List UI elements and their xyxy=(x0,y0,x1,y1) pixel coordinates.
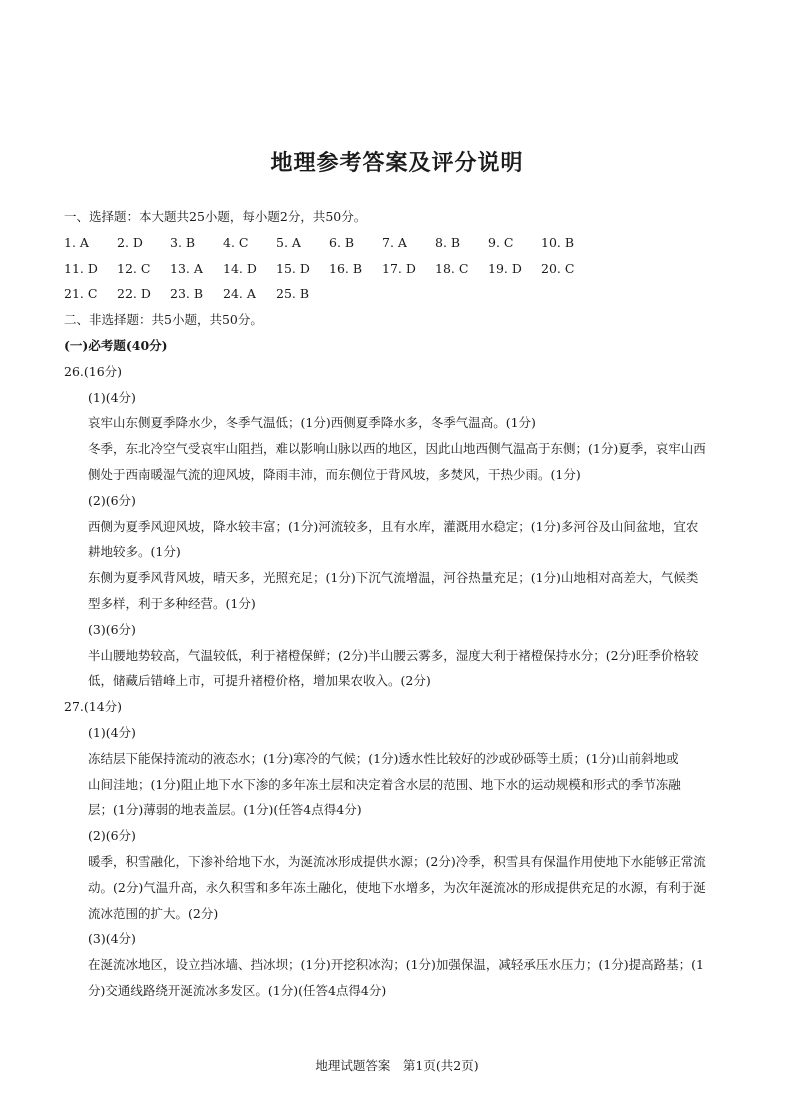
q26-part3-label: (3)(6分) xyxy=(88,621,136,637)
q27-part3-label: (3)(4分) xyxy=(88,931,136,947)
paragraph-line: 耕地较多。(1分) xyxy=(88,544,181,560)
q26-label: 26.(16分) xyxy=(64,363,123,379)
q26-part3-answer-a xyxy=(64,643,744,695)
q26-part1-label: (1)(4分) xyxy=(88,389,136,405)
q26-part2-answer-b xyxy=(64,565,744,617)
paragraph-line: 低，储藏后错峰上市，可提升褚橙价格，增加果农收入。(2分) xyxy=(88,673,431,689)
answer-item: 10. B xyxy=(541,234,575,250)
answer-item: 4. C xyxy=(223,234,249,250)
paragraph-line: 侧处于西南暖湿气流的迎风坡，降雨丰沛，而东侧位于背风坡，多焚风，干热少雨。(1分) xyxy=(88,466,581,482)
q26-part2-answer-a xyxy=(64,514,744,566)
answer-key-grid xyxy=(64,230,744,307)
answer-content xyxy=(64,204,744,1004)
answer-item: 9. C xyxy=(488,234,514,250)
answer-item: 20. C xyxy=(541,260,575,276)
answer-row xyxy=(64,281,744,307)
paragraph-line: 层；(1分)薄弱的地表盖层。(1分)(任答4点得4分) xyxy=(88,802,362,818)
paragraph-line: 哀牢山东侧夏季降水少，冬季气温低；(1分)西侧夏季降水多，冬季气温高。(1分) xyxy=(88,415,536,431)
answer-item: 24. A xyxy=(223,286,256,302)
q27-label: 27.(14分) xyxy=(64,699,123,715)
paragraph-line: 暖季，积雪融化，下渗补给地下水，为涎流冰形成提供水源；(2分)冷季，积雪具有保温作用使地下水能够正常流 xyxy=(88,853,706,869)
answer-item: 15. D xyxy=(276,260,310,276)
section1-header: 一、选择题：本大题共25小题，每小题2分，共50分。 xyxy=(64,209,367,224)
q26-part2-label: (2)(6分) xyxy=(88,492,136,508)
answer-item: 1. A xyxy=(64,234,89,250)
answer-item: 2. D xyxy=(117,234,143,250)
answer-item: 22. D xyxy=(117,286,151,302)
answer-item: 17. D xyxy=(382,260,416,276)
paragraph-line: 冬季，东北冷空气受哀牢山阻挡，难以影响山脉以西的地区，因此山地西侧气温高于东侧；(1分)夏季，哀牢山西 xyxy=(88,441,706,457)
answer-item: 3. B xyxy=(170,234,196,250)
answer-item: 18. C xyxy=(435,260,469,276)
answer-row xyxy=(64,256,744,282)
answer-item: 23. B xyxy=(170,286,204,302)
answer-item: 7. A xyxy=(382,234,407,250)
q27-part1-answer-a xyxy=(64,746,744,823)
section2-header: 二、非选择题：共5小题，共50分。 xyxy=(64,312,263,328)
q27-part2-answer-a xyxy=(64,849,744,926)
answer-item: 12. C xyxy=(117,260,151,276)
q26-part1-answer-b xyxy=(64,436,744,488)
paragraph-line: 山间洼地；(1分)阻止地下水下渗的多年冻土层和决定着含水层的范围、地下水的运动规模和形式的季节冻融 xyxy=(88,776,681,792)
paragraph-line: 东侧为夏季风背风坡，晴天多，光照充足；(1分)下沉气流增温，河谷热量充足；(1分)山地相对高差大，气候类 xyxy=(88,570,699,586)
required-header: (一)必考题(40分) xyxy=(64,337,168,353)
answer-item: 16. B xyxy=(329,260,363,276)
answer-item: 5. A xyxy=(276,234,301,250)
q27-part1-label: (1)(4分) xyxy=(88,724,136,740)
paragraph-line: 分)交通线路绕开涎流冰多发区。(1分)(任答4点得4分) xyxy=(88,982,387,998)
answer-item: 21. C xyxy=(64,286,98,302)
answer-item: 14. D xyxy=(223,260,257,276)
paragraph-line: 动。(2分)气温升高，永久积雪和多年冻土融化，使地下水增多，为次年涎流冰的形成提供充足的水源，有利于涎 xyxy=(88,879,706,895)
paragraph-line: 流冰范围的扩大。(2分) xyxy=(88,905,219,921)
paragraph-line: 冻结层下能保持流动的液态水；(1分)寒冷的气候；(1分)透水性比较好的沙或砂砾等土质；(1分)山前斜地或 xyxy=(88,750,679,766)
page-footer: 地理试题答案 第1页(共2页) xyxy=(315,1058,479,1073)
paragraph-line: 半山腰地势较高，气温较低，利于褚橙保鲜；(2分)半山腰云雾多，湿度大利于褚橙保持水分；(2分)旺季价格较 xyxy=(88,647,699,663)
answer-item: 13. A xyxy=(170,260,203,276)
answer-row xyxy=(64,230,744,256)
paragraph-line: 型多样，利于多种经营。(1分) xyxy=(88,595,256,611)
q27-part2-label: (2)(6分) xyxy=(88,828,136,844)
q27-part3-answer-a xyxy=(64,952,744,1004)
answer-item: 8. B xyxy=(435,234,461,250)
answer-item: 19. D xyxy=(488,260,522,276)
paragraph-line: 西侧为夏季风迎风坡，降水较丰富；(1分)河流较多，且有水库，灌溉用水稳定；(1分)多河谷及山间盆地，宜农 xyxy=(88,518,699,534)
answer-item: 11. D xyxy=(64,260,98,276)
answer-item: 6. B xyxy=(329,234,355,250)
q26-part1-answer-a xyxy=(64,410,744,436)
answer-item: 25. B xyxy=(276,286,310,302)
paragraph-line: 在涎流冰地区，设立挡冰墙、挡冰坝；(1分)开挖积冰沟；(1分)加强保温，减轻承压水压力；(1分)提高路基；(1 xyxy=(88,957,704,973)
page-title: 地理参考答案及评分说明 xyxy=(270,151,524,176)
